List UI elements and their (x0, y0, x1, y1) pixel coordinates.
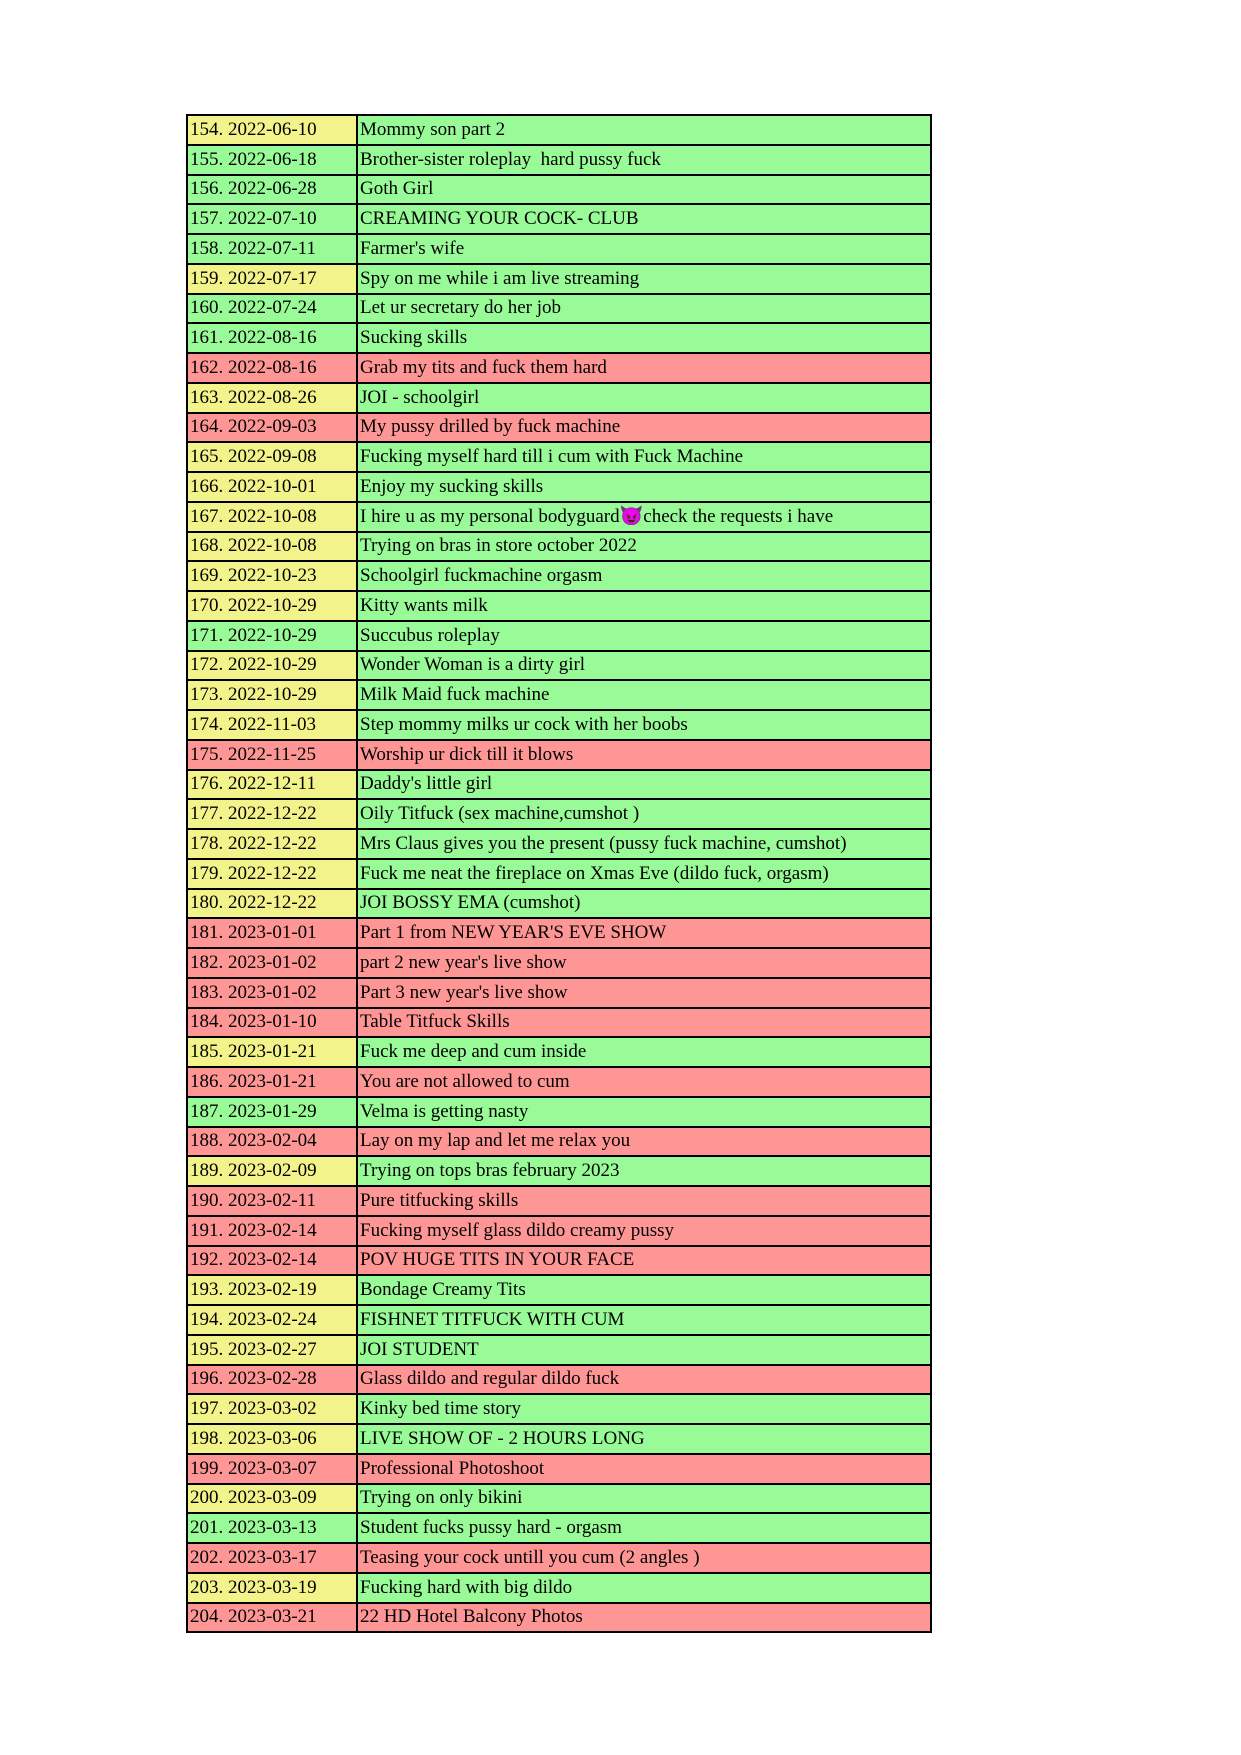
entry-number-date-cell: 192. 2023-02-14 (187, 1246, 357, 1276)
entry-title-cell: Pure titfucking skills (357, 1186, 931, 1216)
entry-title-cell: Daddy's little girl (357, 770, 931, 800)
entry-title-cell: Bondage Creamy Tits (357, 1275, 931, 1305)
entry-title-cell: Student fucks pussy hard - orgasm (357, 1513, 931, 1543)
table-row (187, 1008, 931, 1038)
entry-title-cell: I hire u as my personal bodyguard😈check the requests i have (357, 502, 931, 532)
table-row (187, 1424, 931, 1454)
table-row (187, 1454, 931, 1484)
entry-number-date-cell: 185. 2023-01-21 (187, 1037, 357, 1067)
entry-number-date-cell: 154. 2022-06-10 (187, 115, 357, 145)
entry-number-date-cell: 186. 2023-01-21 (187, 1067, 357, 1097)
entry-title-cell: Part 3 new year's live show (357, 978, 931, 1008)
entry-title-cell: Fuck me neat the fireplace on Xmas Eve (dildo fuck, orgasm) (357, 859, 931, 889)
entry-title-cell: LIVE SHOW OF - 2 HOURS LONG (357, 1424, 931, 1454)
entry-title-cell: Mrs Claus gives you the present (pussy fuck machine, cumshot) (357, 829, 931, 859)
table-row (187, 145, 931, 175)
entry-title-cell: Let ur secretary do her job (357, 294, 931, 324)
entry-number-date-cell: 160. 2022-07-24 (187, 294, 357, 324)
table-row (187, 1216, 931, 1246)
table-row (187, 651, 931, 681)
table-row (187, 442, 931, 472)
entry-number-date-cell: 177. 2022-12-22 (187, 799, 357, 829)
entry-title-cell: Fucking myself glass dildo creamy pussy (357, 1216, 931, 1246)
entry-number-date-cell: 182. 2023-01-02 (187, 948, 357, 978)
entry-number-date-cell: 163. 2022-08-26 (187, 383, 357, 413)
entry-title-cell: FISHNET TITFUCK WITH CUM (357, 1305, 931, 1335)
table-row (187, 1543, 931, 1573)
table-row (187, 204, 931, 234)
table-row (187, 1186, 931, 1216)
table-row (187, 591, 931, 621)
table-row (187, 175, 931, 205)
entry-number-date-cell: 179. 2022-12-22 (187, 859, 357, 889)
video-catalog-table-body (187, 115, 931, 1632)
entry-title-cell: Milk Maid fuck machine (357, 680, 931, 710)
entry-number-date-cell: 156. 2022-06-28 (187, 175, 357, 205)
table-row (187, 115, 931, 145)
table-row (187, 1573, 931, 1603)
entry-number-date-cell: 157. 2022-07-10 (187, 204, 357, 234)
entry-number-date-cell: 191. 2023-02-14 (187, 1216, 357, 1246)
table-row (187, 264, 931, 294)
table-row (187, 532, 931, 562)
table-row (187, 1365, 931, 1395)
entry-number-date-cell: 200. 2023-03-09 (187, 1484, 357, 1514)
entry-title-cell: Professional Photoshoot (357, 1454, 931, 1484)
entry-title-cell: Schoolgirl fuckmachine orgasm (357, 561, 931, 591)
table-row (187, 710, 931, 740)
table-row (187, 1156, 931, 1186)
table-row (187, 1097, 931, 1127)
entry-title-cell: Brother-sister roleplay hard pussy fuck (357, 145, 931, 175)
entry-title-cell: Worship ur dick till it blows (357, 740, 931, 770)
entry-number-date-cell: 202. 2023-03-17 (187, 1543, 357, 1573)
entry-title-cell: Kitty wants milk (357, 591, 931, 621)
entry-number-date-cell: 165. 2022-09-08 (187, 442, 357, 472)
entry-number-date-cell: 189. 2023-02-09 (187, 1156, 357, 1186)
entry-number-date-cell: 203. 2023-03-19 (187, 1573, 357, 1603)
table-row (187, 353, 931, 383)
table-row (187, 948, 931, 978)
entry-title-cell: Spy on me while i am live streaming (357, 264, 931, 294)
entry-number-date-cell: 162. 2022-08-16 (187, 353, 357, 383)
table-row (187, 1127, 931, 1157)
table-row (187, 1037, 931, 1067)
table-row (187, 1484, 931, 1514)
entry-title-cell: Glass dildo and regular dildo fuck (357, 1365, 931, 1395)
entry-number-date-cell: 175. 2022-11-25 (187, 740, 357, 770)
entry-number-date-cell: 167. 2022-10-08 (187, 502, 357, 532)
entry-number-date-cell: 190. 2023-02-11 (187, 1186, 357, 1216)
table-row (187, 859, 931, 889)
entry-title-cell: Sucking skills (357, 323, 931, 353)
entry-title-cell: Lay on my lap and let me relax you (357, 1127, 931, 1157)
entry-number-date-cell: 176. 2022-12-11 (187, 770, 357, 800)
entry-title-cell: Goth Girl (357, 175, 931, 205)
entry-title-cell: Fucking myself hard till i cum with Fuck Machine (357, 442, 931, 472)
entry-title-cell: Trying on tops bras february 2023 (357, 1156, 931, 1186)
table-row (187, 621, 931, 651)
entry-title-cell: Oily Titfuck (sex machine,cumshot ) (357, 799, 931, 829)
entry-number-date-cell: 159. 2022-07-17 (187, 264, 357, 294)
entry-title-cell: Wonder Woman is a dirty girl (357, 651, 931, 681)
entry-title-cell: Part 1 from NEW YEAR'S EVE SHOW (357, 918, 931, 948)
entry-title-cell: Succubus roleplay (357, 621, 931, 651)
entry-title-cell: JOI - schoolgirl (357, 383, 931, 413)
entry-title-cell: Velma is getting nasty (357, 1097, 931, 1127)
entry-number-date-cell: 197. 2023-03-02 (187, 1394, 357, 1424)
table-row (187, 1067, 931, 1097)
table-row (187, 1603, 931, 1633)
entry-number-date-cell: 166. 2022-10-01 (187, 472, 357, 502)
entry-title-cell: Step mommy milks ur cock with her boobs (357, 710, 931, 740)
entry-title-cell: Fuck me deep and cum inside (357, 1037, 931, 1067)
table-row (187, 234, 931, 264)
entry-number-date-cell: 194. 2023-02-24 (187, 1305, 357, 1335)
video-catalog-table (186, 114, 932, 1633)
entry-number-date-cell: 198. 2023-03-06 (187, 1424, 357, 1454)
table-row (187, 502, 931, 532)
entry-number-date-cell: 178. 2022-12-22 (187, 829, 357, 859)
table-row (187, 770, 931, 800)
table-row (187, 1513, 931, 1543)
table-row (187, 1335, 931, 1365)
table-row (187, 889, 931, 919)
entry-number-date-cell: 158. 2022-07-11 (187, 234, 357, 264)
entry-number-date-cell: 172. 2022-10-29 (187, 651, 357, 681)
entry-number-date-cell: 180. 2022-12-22 (187, 889, 357, 919)
table-row (187, 829, 931, 859)
table-row (187, 1305, 931, 1335)
table-row (187, 294, 931, 324)
entry-number-date-cell: 171. 2022-10-29 (187, 621, 357, 651)
entry-title-cell: Fucking hard with big dildo (357, 1573, 931, 1603)
entry-number-date-cell: 184. 2023-01-10 (187, 1008, 357, 1038)
table-row (187, 978, 931, 1008)
table-row (187, 413, 931, 443)
entry-number-date-cell: 161. 2022-08-16 (187, 323, 357, 353)
table-row (187, 383, 931, 413)
entry-number-date-cell: 183. 2023-01-02 (187, 978, 357, 1008)
entry-title-cell: Mommy son part 2 (357, 115, 931, 145)
entry-title-cell: Teasing your cock untill you cum (2 angles ) (357, 1543, 931, 1573)
entry-number-date-cell: 181. 2023-01-01 (187, 918, 357, 948)
entry-number-date-cell: 199. 2023-03-07 (187, 1454, 357, 1484)
entry-number-date-cell: 196. 2023-02-28 (187, 1365, 357, 1395)
entry-title-cell: Table Titfuck Skills (357, 1008, 931, 1038)
entry-number-date-cell: 187. 2023-01-29 (187, 1097, 357, 1127)
entry-title-cell: 22 HD Hotel Balcony Photos (357, 1603, 931, 1633)
entry-number-date-cell: 193. 2023-02-19 (187, 1275, 357, 1305)
entry-number-date-cell: 188. 2023-02-04 (187, 1127, 357, 1157)
table-row (187, 1275, 931, 1305)
table-row (187, 323, 931, 353)
table-row (187, 1246, 931, 1276)
entry-number-date-cell: 204. 2023-03-21 (187, 1603, 357, 1633)
entry-title-cell: Kinky bed time story (357, 1394, 931, 1424)
table-row (187, 680, 931, 710)
entry-number-date-cell: 195. 2023-02-27 (187, 1335, 357, 1365)
entry-number-date-cell: 169. 2022-10-23 (187, 561, 357, 591)
table-row (187, 1394, 931, 1424)
entry-number-date-cell: 164. 2022-09-03 (187, 413, 357, 443)
entry-title-cell: Trying on bras in store october 2022 (357, 532, 931, 562)
entry-title-cell: Enjoy my sucking skills (357, 472, 931, 502)
entry-number-date-cell: 201. 2023-03-13 (187, 1513, 357, 1543)
table-row (187, 472, 931, 502)
entry-title-cell: JOI BOSSY EMA (cumshot) (357, 889, 931, 919)
entry-title-cell: POV HUGE TITS IN YOUR FACE (357, 1246, 931, 1276)
table-row (187, 918, 931, 948)
entry-title-cell: JOI STUDENT (357, 1335, 931, 1365)
entry-title-cell: Grab my tits and fuck them hard (357, 353, 931, 383)
table-row (187, 561, 931, 591)
entry-number-date-cell: 168. 2022-10-08 (187, 532, 357, 562)
entry-number-date-cell: 170. 2022-10-29 (187, 591, 357, 621)
entry-title-cell: part 2 new year's live show (357, 948, 931, 978)
entry-title-cell: CREAMING YOUR COCK- CLUB (357, 204, 931, 234)
table-row (187, 740, 931, 770)
entry-number-date-cell: 155. 2022-06-18 (187, 145, 357, 175)
entry-title-cell: Trying on only bikini (357, 1484, 931, 1514)
entry-number-date-cell: 173. 2022-10-29 (187, 680, 357, 710)
entry-title-cell: My pussy drilled by fuck machine (357, 413, 931, 443)
entry-title-cell: Farmer's wife (357, 234, 931, 264)
table-row (187, 799, 931, 829)
entry-number-date-cell: 174. 2022-11-03 (187, 710, 357, 740)
entry-title-cell: You are not allowed to cum (357, 1067, 931, 1097)
